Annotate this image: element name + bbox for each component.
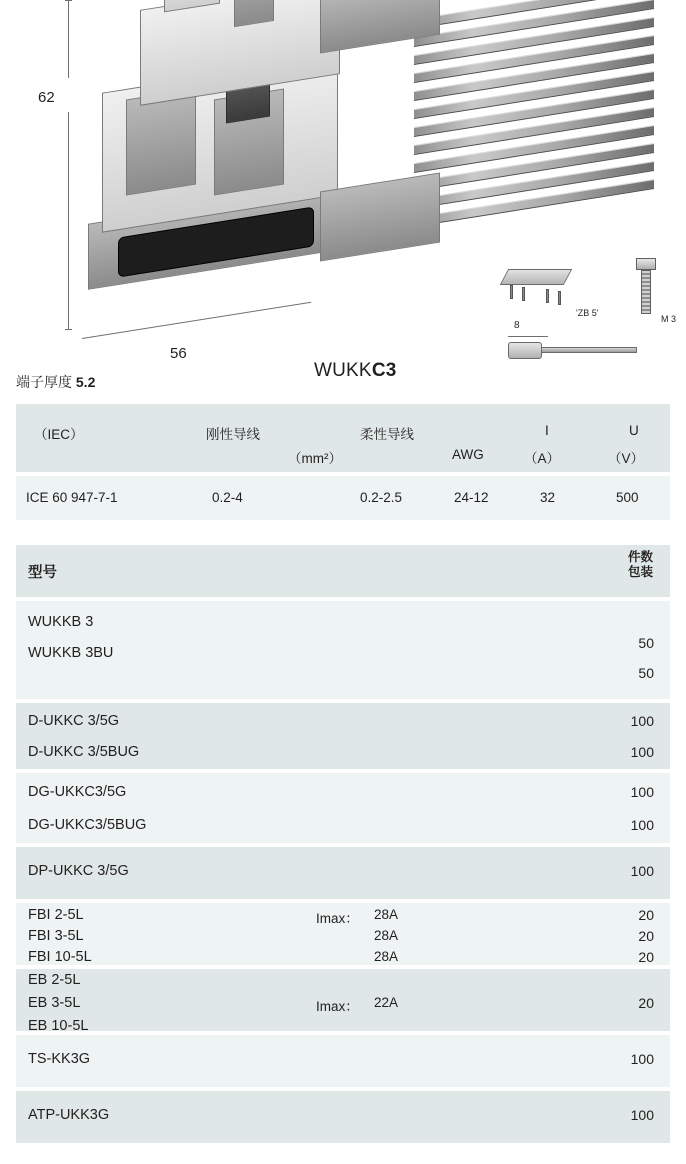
- model-label: WUKKB 3: [28, 614, 94, 630]
- model-imax-value: 28A: [374, 907, 399, 922]
- model-group: [16, 1091, 670, 1143]
- model-qty: 20: [638, 949, 654, 965]
- cell-flexible: 0.2-2.5: [360, 490, 403, 505]
- model-group: [16, 773, 670, 843]
- header-unit-mm2: （mm²）: [288, 451, 342, 466]
- model-qty: 50: [638, 665, 654, 681]
- model-qty: 100: [630, 863, 654, 879]
- model-imax-label: Imax：: [316, 911, 359, 926]
- product-illustration: [0, 0, 686, 398]
- model-imax-value: 22A: [374, 995, 399, 1010]
- model-label: TS-KK3G: [28, 1051, 91, 1067]
- model-imax-label: Imax：: [316, 999, 359, 1014]
- product-model-caption: [314, 360, 397, 382]
- model-label: DG-UKKC3/5BUG: [28, 817, 147, 833]
- model-column-header: 型号: [28, 565, 57, 581]
- model-qty: 20: [638, 928, 654, 944]
- model-qty: 100: [630, 817, 654, 833]
- screw-accessory-drawing: [636, 258, 658, 324]
- model-qty: 100: [630, 1051, 654, 1067]
- model-qty: 20: [638, 995, 654, 1011]
- model-label: EB 10-5L: [28, 1018, 89, 1034]
- terminal-thickness-caption: [16, 372, 95, 392]
- header-voltage-symbol: U: [629, 423, 639, 438]
- screw-thread-label: M 3: [661, 314, 677, 324]
- cell-awg: 24-12: [454, 490, 489, 505]
- model-group: [16, 903, 670, 965]
- model-imax-value: 28A: [374, 928, 399, 943]
- cell-rigid: 0.2-4: [212, 490, 243, 505]
- packing-header-line2: 包装: [628, 565, 654, 579]
- thickness-value: 5.2: [75, 374, 96, 390]
- model-label: D-UKKC 3/5G: [28, 713, 120, 729]
- model-qty: 20: [638, 907, 654, 923]
- model-imax-value: 28A: [374, 949, 399, 964]
- model-group: [16, 1035, 670, 1087]
- model-label: DP-UKKC 3/5G: [28, 863, 129, 879]
- cell-voltage: 500: [616, 490, 639, 505]
- model-label: D-UKKC 3/5BUG: [28, 744, 140, 760]
- model-qty: 100: [630, 713, 654, 729]
- strip-length-leader-line: [508, 336, 548, 337]
- model-table: [16, 545, 670, 1143]
- model-label: FBI 10-5L: [28, 949, 92, 965]
- header-voltage-unit: （V）: [608, 451, 645, 466]
- header-awg: AWG: [452, 447, 484, 462]
- header-flexible: 柔性导线: [360, 427, 414, 442]
- packing-column-header: [628, 550, 658, 580]
- model-group: [16, 703, 670, 769]
- height-dimension-mask: [60, 78, 84, 112]
- header-rigid: 刚性导线: [206, 427, 260, 442]
- end-clamp-label: 'ZB 5': [576, 308, 599, 318]
- model-label: WUKKB 3BU: [28, 645, 114, 661]
- specification-table-row: [16, 476, 670, 520]
- cell-standard: ICE 60 947-7-1: [26, 490, 118, 505]
- model-caption-prefix: WUKK: [314, 360, 372, 381]
- specification-table-header: [16, 404, 670, 472]
- end-clamp-accessory-drawing: [500, 265, 578, 313]
- model-group: [16, 601, 670, 699]
- model-qty: 100: [630, 784, 654, 800]
- model-group: [16, 847, 670, 899]
- model-caption-suffix: C3: [371, 360, 397, 381]
- model-qty: 100: [630, 1107, 654, 1123]
- clamp-cavity-left: [126, 88, 196, 195]
- height-dimension-line: [68, 0, 69, 330]
- model-label: EB 2-5L: [28, 972, 81, 988]
- packing-header-line1: 件数: [628, 550, 654, 564]
- model-label: FBI 2-5L: [28, 907, 84, 923]
- width-dimension-label: 56: [170, 345, 187, 362]
- height-dimension-label: 62: [38, 89, 55, 106]
- cell-current: 32: [540, 490, 556, 505]
- model-label: EB 3-5L: [28, 995, 81, 1011]
- specification-table: [16, 404, 670, 520]
- model-label: FBI 3-5L: [28, 928, 84, 944]
- terminal-block-drawing: [84, 0, 684, 354]
- model-qty: 50: [638, 635, 654, 651]
- strip-length-label: 8: [514, 320, 520, 331]
- model-group: [16, 969, 670, 1034]
- model-label: DG-UKKC3/5G: [28, 784, 127, 800]
- model-table-header: [16, 545, 670, 597]
- header-current-unit: （A）: [524, 451, 561, 466]
- header-standard: （IEC）: [34, 427, 84, 442]
- thickness-label: 端子厚度: [16, 374, 76, 390]
- model-label: ATP-UKK3G: [28, 1107, 110, 1123]
- header-current-symbol: I: [545, 423, 549, 438]
- terminal-fin-stack: [414, 0, 674, 254]
- wire-stripping-drawing: [508, 338, 638, 364]
- model-qty: 100: [630, 744, 654, 760]
